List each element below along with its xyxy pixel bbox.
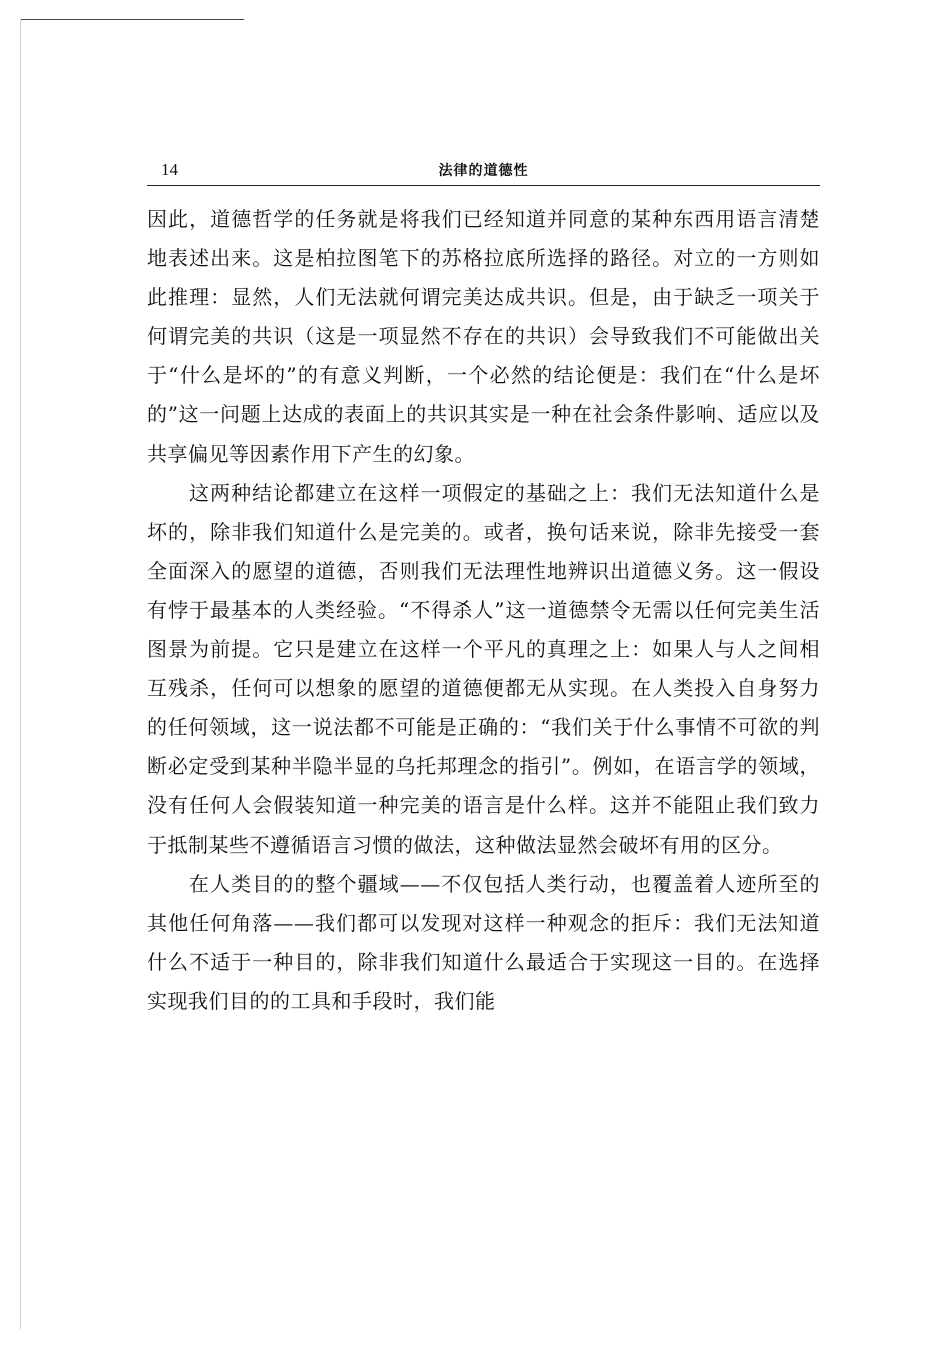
page-number: 14 [161,160,178,179]
book-title: 法律的道德性 [438,163,529,179]
body-text [147,200,820,1021]
paragraph-2: 这两种结论都建立在这样一项假定的基础之上：我们无法知道什么是坏的，除非我们知道什么是完美的。或者，换句话来说，除非先接受一套全面深入的愿望的道德，否则我们无法理性地辨识出道德义务。这一假设有悖于最基本的人类经验。“不得杀人”这一道德禁令无需以任何完美生活图景为前提。它只是建立在这样一个平凡的真理之上：如果人与人之间相互残杀，任何可以想象的愿望的道德便都无从实现。在人类投入自身努力的任何领域，这一说法都不可能是正确的：“我们关于什么事情不可欲的判断必定受到某种半隐半显的乌托邦理念的指引”。例如，在语言学的领域，没有任何人会假装知道一种完美的语言是什么样。这并不能阻止我们致力于抵制某些不遵循语言习惯的做法，这种做法显然会破坏有用的区分。 [147,480,820,857]
scan-left-edge [20,19,21,1329]
scan-edge-rule [20,19,244,20]
header-rule [147,185,820,186]
paragraph-1: 因此，道德哲学的任务就是将我们已经知道并同意的某种东西用语言清楚地表述出来。这是柏拉图笔下的苏格拉底所选择的路径。对立的一方则如此推理：显然，人们无法就何谓完美达成共识。但是，由于缺乏一项关于何谓完美的共识（这是一项显然不存在的共识）会导致我们不可能做出关于“什么是坏的”的有意义判断，一个必然的结论便是：我们在“什么是坏的”这一问题上达成的表面上的共识其实是一种在社会条件影响、适应以及共享偏见等因素作用下产生的幻象。 [147,207,820,466]
paragraph-3: 在人类目的的整个疆域——不仅包括人类行动，也覆盖着人迹所至的其他任何角落——我们都可以发现对这样一种观念的拒斥：我们无法知道什么不适于一种目的，除非我们知道什么最适合于实现这一目的。在选择实现我们目的的工具和手段时，我们能 [147,871,820,1013]
running-head [147,158,820,184]
